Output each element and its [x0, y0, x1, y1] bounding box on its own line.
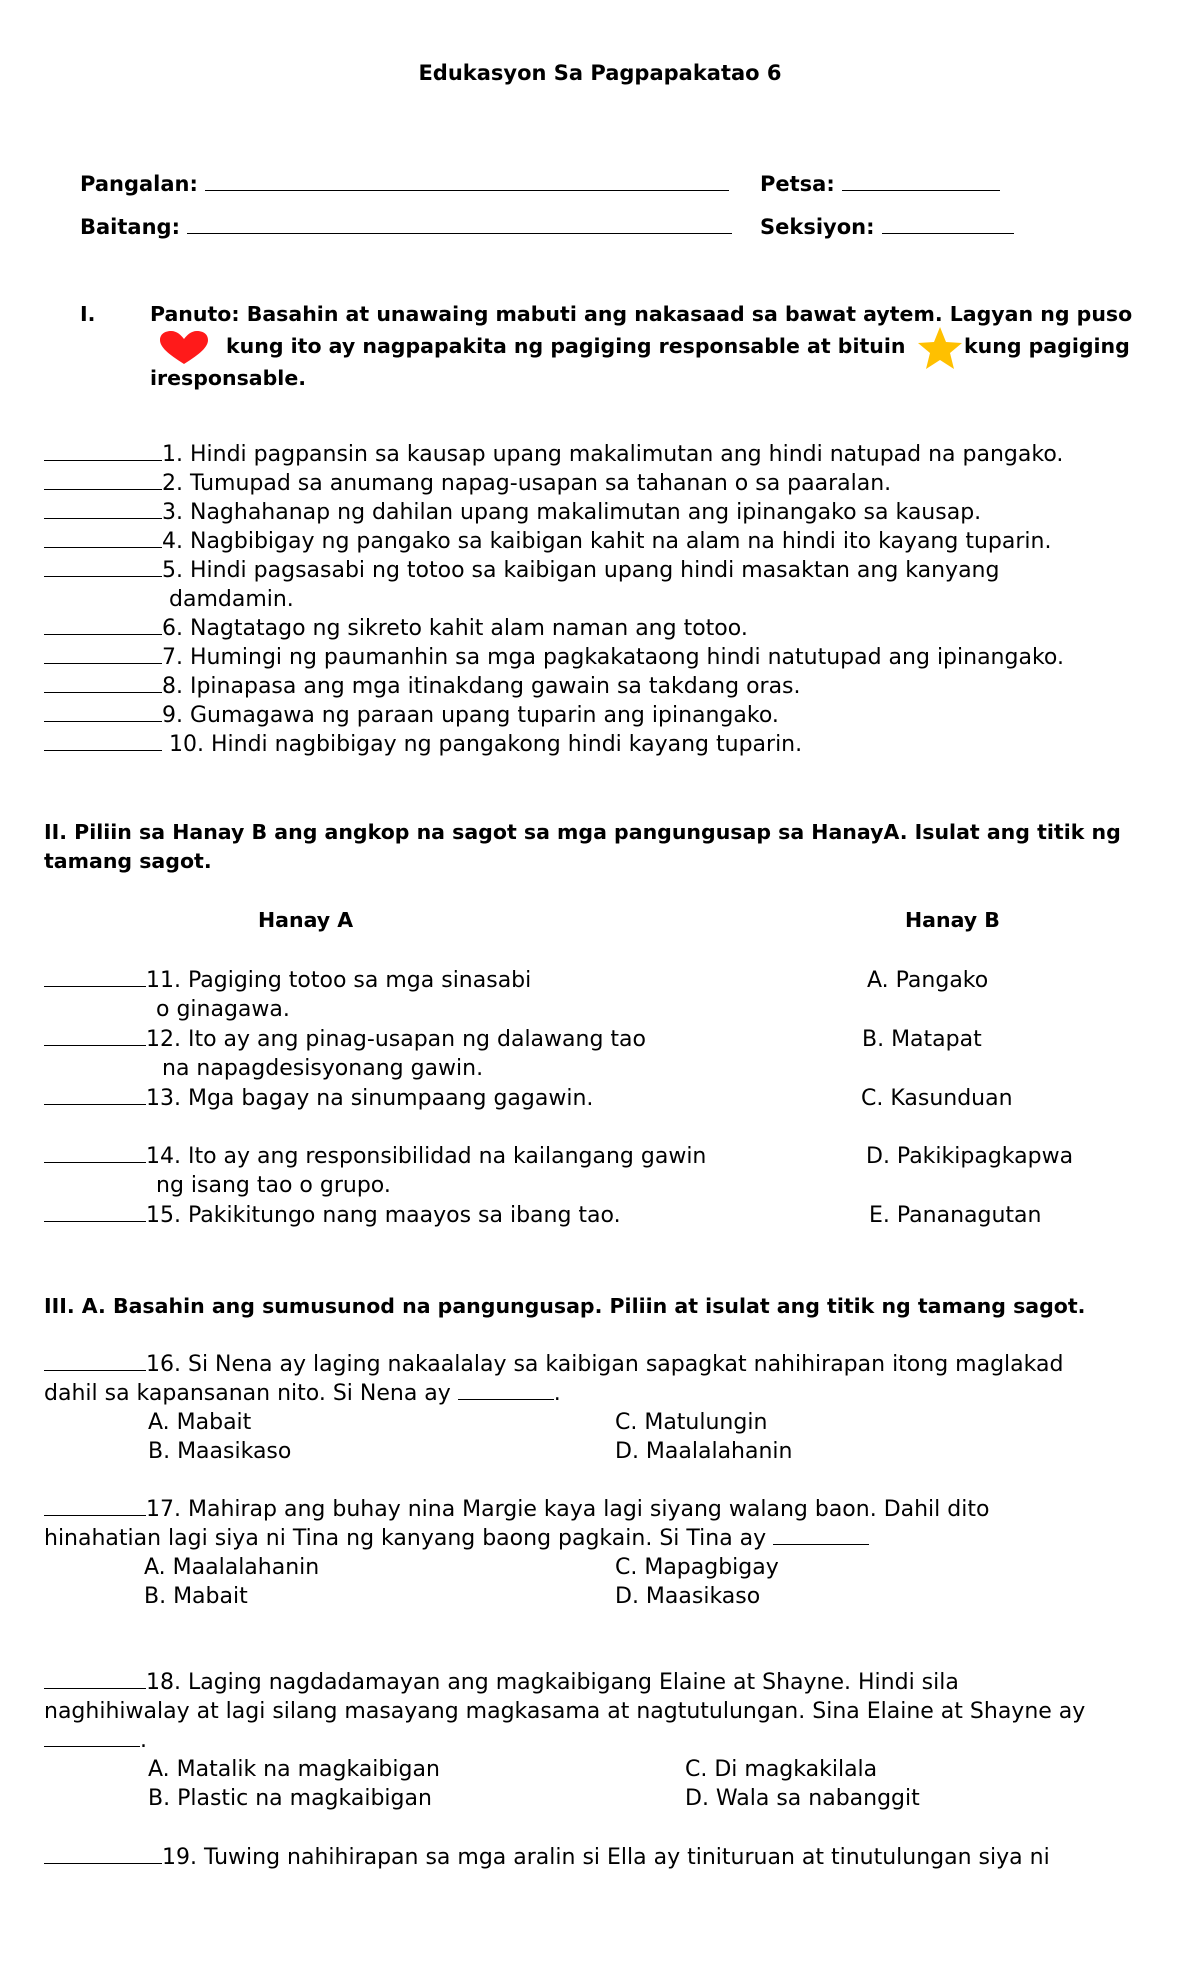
fill-blank[interactable]	[44, 1726, 140, 1747]
column-a-header: Hanay A	[258, 908, 354, 932]
section1-instruction-line1: Panuto: Basahin at unawaing mabuti ang nakasaad sa bawat aytem. Lagyan ng puso	[150, 302, 1133, 326]
question-17: 17. Mahirap ang buhay nina Margie kaya lagi siyang walang baon. Dahil dito hinahatian lagi siya ni Tina ng kanyang baong pagkain. Si Tina ay	[44, 1497, 990, 1551]
column-b-header: Hanay B	[905, 908, 1000, 932]
section-field	[760, 211, 1014, 239]
list-item: 5. Hindi pagsasabi ng totoo sa kaibigan upang hindi masaktan ang kanyang	[44, 556, 1064, 585]
section1-number: I.	[80, 302, 96, 326]
answer-blank[interactable]	[44, 1350, 146, 1371]
matching-item: 11. Pagiging totoo sa mga sinasabi o ginagawa.	[44, 966, 531, 1024]
answer-blank[interactable]	[44, 498, 162, 519]
answer-blank[interactable]	[44, 614, 162, 635]
list-item-continuation: damdamin.	[169, 587, 294, 612]
list-item: 9. Gumagawa ng paraan upang tuparin ang ipinangako.	[44, 701, 1064, 730]
list-item: 8. Ipinapasa ang mga itinakdang gawain sa takdang oras.	[44, 672, 1064, 701]
section2-instruction-line2: tamang sagot.	[44, 849, 212, 873]
section-label: Seksiyon:	[760, 215, 875, 239]
choice-b[interactable]: B. Mabait	[144, 1584, 248, 1609]
matching-item: 12. Ito ay ang pinag-usapan ng dalawang tao na napagdesisyonang gawin.	[44, 1025, 646, 1083]
answer-blank[interactable]	[44, 701, 162, 722]
question-18: 18. Laging nagdadamayan ang magkaibigang Elaine at Shayne. Hindi sila naghihiwalay at lagi silang masayang magkasama at nagtutulungan. Sina Elaine at Shayne ay .	[44, 1670, 1086, 1753]
section1-item-list	[44, 440, 1064, 759]
date-label: Petsa:	[760, 172, 835, 196]
choice-d[interactable]: D. Maalalahanin	[615, 1439, 793, 1464]
answer-blank[interactable]	[44, 672, 162, 693]
answer-blank[interactable]	[44, 1084, 146, 1105]
fill-blank[interactable]	[458, 1379, 554, 1400]
answer-blank[interactable]	[44, 1843, 162, 1864]
name-label: Pangalan:	[80, 172, 198, 196]
list-item: 4. Nagbibigay ng pangako sa kaibigan kahit na alam na hindi ito kayang tuparin.	[44, 527, 1064, 556]
matching-item: 14. Ito ay ang responsibilidad na kailangang gawin ng isang tao o grupo.	[44, 1142, 706, 1200]
name-field	[80, 168, 729, 196]
matching-answer: C. Kasunduan	[861, 1086, 1013, 1111]
date-field	[760, 168, 1000, 196]
answer-blank[interactable]	[44, 966, 146, 987]
answer-blank[interactable]	[44, 1668, 146, 1689]
answer-blank[interactable]	[44, 1201, 146, 1222]
grade-label: Baitang:	[80, 215, 180, 239]
heart-icon	[158, 330, 210, 366]
list-item: 7. Humingi ng paumanhin sa mga pagkakataong hindi natutupad ang ipinangako.	[44, 643, 1064, 672]
grade-field	[80, 211, 732, 239]
question-19: 19. Tuwing nahihirapan sa mga aralin si Ella ay tinituruan at tinutulungan siya ni	[44, 1843, 1050, 1872]
matching-answer: A. Pangako	[867, 968, 989, 993]
choice-c[interactable]: C. Matulungin	[615, 1410, 768, 1435]
answer-blank[interactable]	[44, 643, 162, 664]
choice-d[interactable]: D. Maasikaso	[615, 1584, 761, 1609]
section3-instruction: III. A. Basahin ang sumusunod na pangungusap. Piliin at isulat ang titik ng tamang sagot.	[44, 1294, 1086, 1318]
answer-blank[interactable]	[44, 527, 162, 548]
date-input-line[interactable]	[842, 168, 1000, 191]
choice-c[interactable]: C. Mapagbigay	[615, 1555, 779, 1580]
choice-a[interactable]: A. Maalalahanin	[144, 1555, 320, 1580]
answer-blank[interactable]	[44, 1142, 146, 1163]
question-16: 16. Si Nena ay laging nakaalalay sa kaibigan sapagkat nahihirapan itong maglakad dahil sa kapansanan nito. Si Nena ay .	[44, 1352, 1064, 1406]
matching-answer: E. Pananagutan	[869, 1203, 1042, 1228]
choice-b[interactable]: B. Plastic na magkaibigan	[148, 1786, 432, 1811]
section1-instruction-line2a: kung ito ay nagpapakita ng pagiging responsable at bituin	[226, 334, 906, 358]
choice-a[interactable]: A. Matalik na magkaibigan	[148, 1757, 440, 1782]
answer-blank[interactable]	[44, 730, 162, 751]
fill-blank[interactable]	[773, 1524, 869, 1545]
star-icon	[916, 326, 964, 370]
section1-instruction-line3: iresponsable.	[150, 366, 307, 390]
answer-blank[interactable]	[44, 1025, 146, 1046]
choice-b[interactable]: B. Maasikaso	[148, 1439, 292, 1464]
grade-input-line[interactable]	[187, 211, 732, 234]
choice-d[interactable]: D. Wala sa nabanggit	[685, 1786, 920, 1811]
list-item: 1. Hindi pagpansin sa kausap upang makalimutan ang hindi natupad na pangako.	[44, 440, 1064, 469]
page-title: Edukasyon Sa Pagpapakatao 6	[418, 61, 782, 85]
choice-a[interactable]: A. Mabait	[148, 1410, 252, 1435]
list-item: 3. Naghahanap ng dahilan upang makalimutan ang ipinangako sa kausap.	[44, 498, 1064, 527]
section2-instruction-line1: II. Piliin sa Hanay B ang angkop na sagot sa mga pangungusap sa HanayA. Isulat ang titik ng	[44, 820, 1121, 844]
matching-item: 13. Mga bagay na sinumpaang gagawin.	[44, 1084, 593, 1113]
answer-blank[interactable]	[44, 1495, 146, 1516]
list-item: 2. Tumupad sa anumang napag-usapan sa tahanan o sa paaralan.	[44, 469, 1064, 498]
answer-blank[interactable]	[44, 440, 162, 461]
matching-answer: B. Matapat	[862, 1027, 982, 1052]
section1-instruction-line2b: kung pagiging	[964, 334, 1130, 358]
answer-blank[interactable]	[44, 469, 162, 490]
matching-item: 15. Pakikitungo nang maayos sa ibang tao.	[44, 1201, 621, 1230]
matching-answer: D. Pakikipagkapwa	[866, 1144, 1074, 1169]
answer-blank[interactable]	[44, 556, 162, 577]
section-input-line[interactable]	[882, 211, 1014, 234]
list-item: 10. Hindi nagbibigay ng pangakong hindi kayang tuparin.	[44, 730, 1064, 759]
name-input-line[interactable]	[205, 168, 729, 191]
choice-c[interactable]: C. Di magkakilala	[685, 1757, 878, 1782]
list-item: 6. Nagtatago ng sikreto kahit alam naman ang totoo.	[44, 614, 1064, 643]
